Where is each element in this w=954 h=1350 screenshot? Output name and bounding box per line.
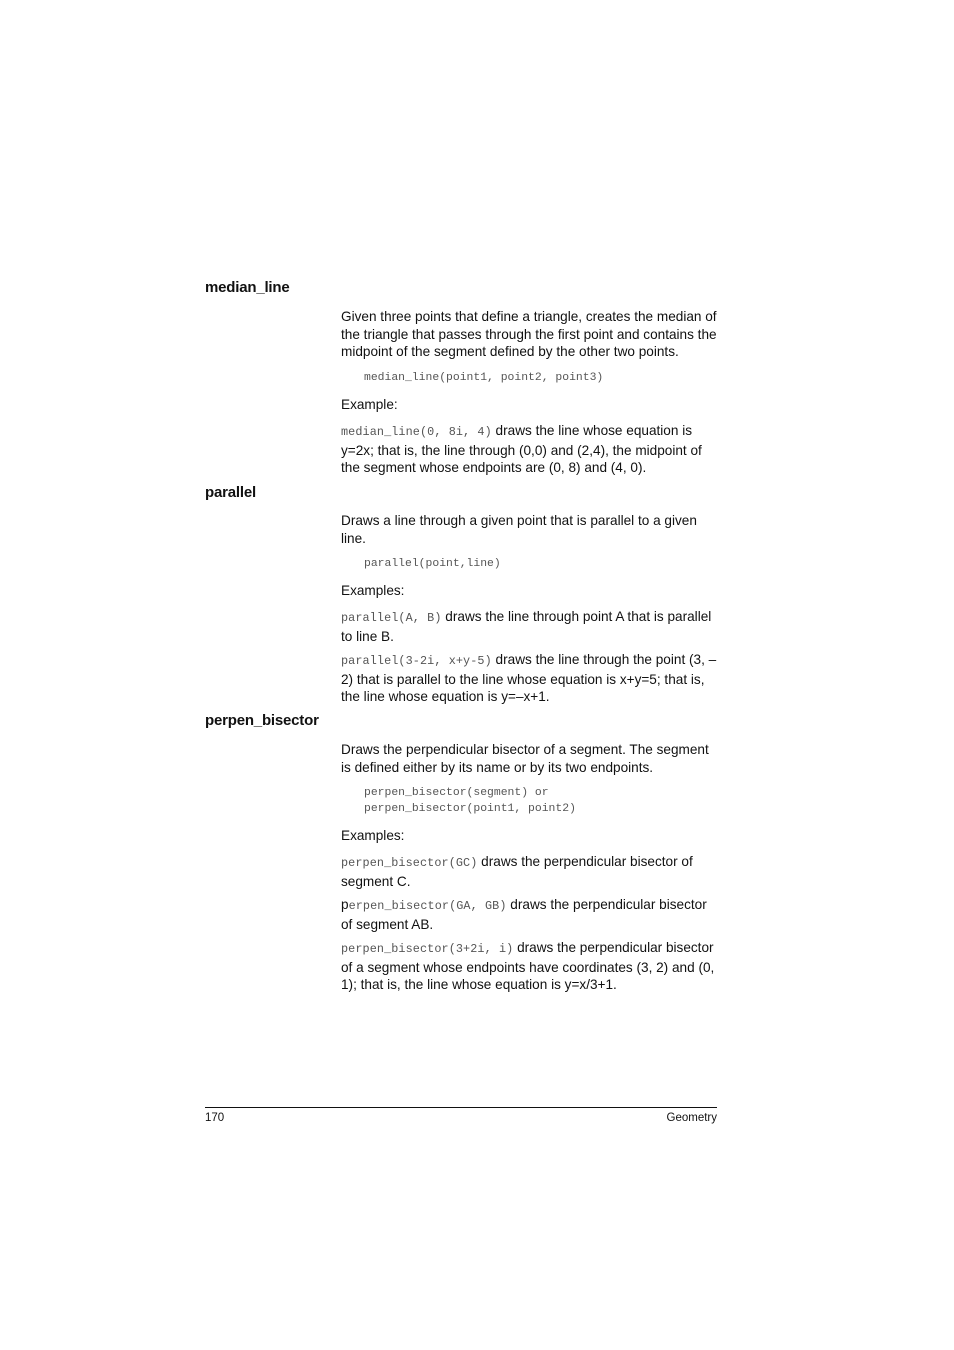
- perpen-bisector-example2-prefix: p: [341, 897, 349, 912]
- parallel-example1: [341, 608, 717, 645]
- parallel-heading: parallel: [205, 484, 256, 501]
- parallel-example1-code: parallel(A, B): [341, 611, 442, 625]
- median-line-syntax: median_line(point1, point2, point3): [364, 372, 604, 384]
- perpen-bisector-example-label: Examples:: [341, 828, 405, 843]
- median-line-example-label-block: [341, 396, 717, 414]
- perpen-bisector-example1: [341, 853, 717, 890]
- perpen-bisector-example1-text: [341, 853, 717, 890]
- parallel-example-label-block: [341, 582, 717, 600]
- page-number: 170: [205, 1112, 225, 1124]
- median-line-heading: median_line: [205, 279, 290, 296]
- parallel-example1-text: [341, 608, 717, 645]
- parallel-example2-text: [341, 651, 717, 706]
- perpen-bisector-example3: [341, 939, 717, 994]
- chapter-name: Geometry: [666, 1112, 717, 1124]
- median-line-example-label: Example:: [341, 397, 398, 412]
- perpen-bisector-example3-text: [341, 939, 717, 994]
- median-line-example1: [341, 422, 717, 477]
- perpen-bisector-example1-desc: draws the perpendicular bisector of segment C.: [341, 854, 693, 889]
- parallel-example2-code: parallel(3-2i, x+y-5): [341, 654, 492, 668]
- perpen-bisector-description: Draws the perpendicular bisector of a segment. The segment is defined either by its name or by its two endpoints.: [341, 742, 709, 775]
- perpen-bisector-example2-text: [341, 896, 717, 933]
- parallel-description: Draws a line through a given point that is parallel to a given line.: [341, 513, 697, 546]
- perpen-bisector-example2: [341, 896, 717, 933]
- median-line-description-block: [341, 308, 717, 361]
- perpen-bisector-example2-code: erpen_bisector(GA, GB): [348, 899, 507, 913]
- median-line-description: Given three points that define a triangle, creates the median of the triangle that passes through the first point and contains the midpoint of the segment defined by the other two points.: [341, 309, 717, 360]
- parallel-syntax: parallel(point,line): [364, 558, 501, 570]
- median-line-example1-text: [341, 422, 717, 477]
- parallel-example2-desc: draws the line through the point (3, –2) that is parallel to the line whose equation is x+y=5; that is, the line whose equation is y=–x+1.: [341, 652, 717, 705]
- perpen-bisector-heading: perpen_bisector: [205, 712, 319, 729]
- perpen-bisector-example2-desc: draws the perpendicular bisector of segment AB.: [341, 897, 707, 932]
- perpen-bisector-example-label-block: [341, 827, 717, 845]
- perpen-bisector-syntax-2: perpen_bisector(point1, point2): [364, 803, 576, 815]
- parallel-description-block: [341, 512, 717, 547]
- perpen-bisector-syntax-1: perpen_bisector(segment) or: [364, 787, 549, 799]
- parallel-example1-desc: draws the line through point A that is parallel to line B.: [341, 609, 712, 644]
- perpen-bisector-example1-code: perpen_bisector(GC): [341, 856, 478, 870]
- perpen-bisector-description-block: [341, 741, 717, 776]
- median-line-example1-code: median_line(0, 8i, 4): [341, 425, 492, 439]
- perpen-bisector-example3-code: perpen_bisector(3+2i, i): [341, 942, 514, 956]
- median-line-example1-desc: draws the line whose equation is y=2x; that is, the line through (0,0) and (2,4), the midpoint of the segment whose endpoints are (0, 8) and (4, 0).: [341, 423, 702, 476]
- footer-divider: [205, 1107, 717, 1108]
- parallel-example-label: Examples:: [341, 583, 405, 598]
- perpen-bisector-example3-desc: draws the perpendicular bisector of a segment whose endpoints have coordinates (3, 2) and (0, 1); that is, the line whose equation is y=x/3+1.: [341, 940, 715, 993]
- parallel-example2: [341, 651, 717, 706]
